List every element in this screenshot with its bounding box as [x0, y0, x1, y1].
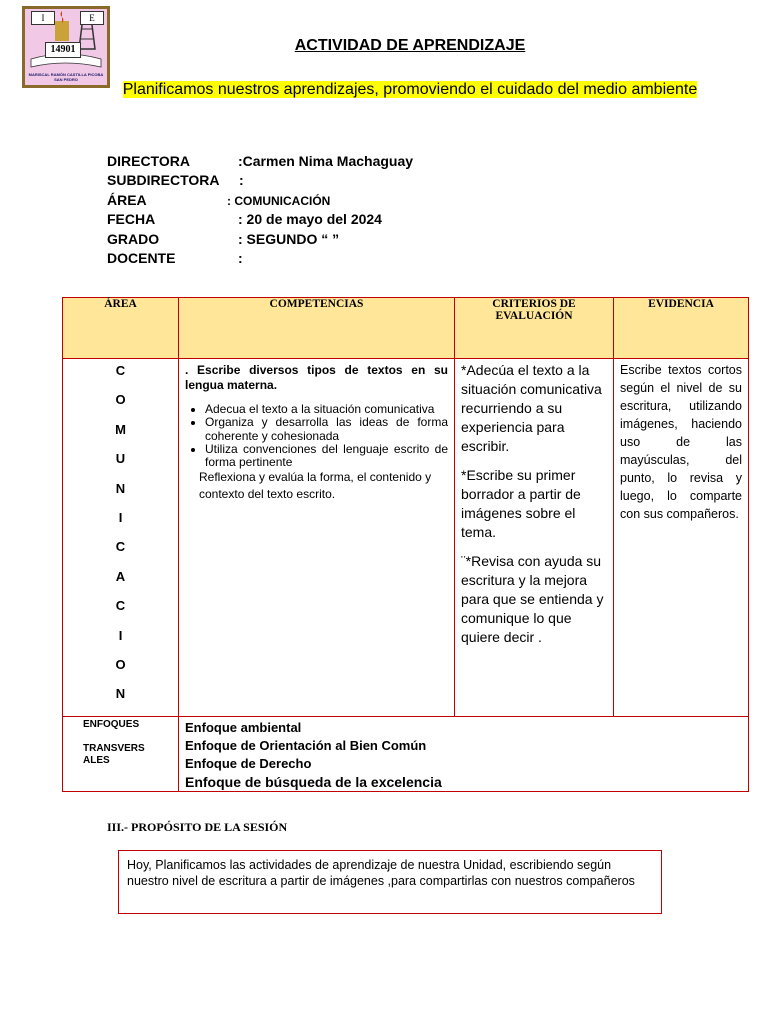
- info-value-area: : COMUNICACIÓN: [227, 193, 331, 208]
- list-item: Enfoque ambiental: [185, 719, 302, 735]
- purpose-box: Hoy, Planificamos las actividades de aprendizaje de nuestra Unidad, escribiendo según nuestro nivel de escritura a partir de imágenes ,para compartirlas con nuestros compañeros: [118, 850, 662, 914]
- logo-letter-left: I: [31, 11, 55, 25]
- info-key-area: ÁREA: [107, 191, 147, 208]
- header-area: ÁREA: [63, 298, 179, 359]
- list-item: • Adecua el texto a la situación comunicativa: [205, 403, 448, 416]
- logo-number: 14901: [45, 42, 81, 58]
- header-evidencia: EVIDENCIA: [614, 298, 749, 359]
- capacidades-list: [185, 403, 448, 469]
- reflexiona-text: Reflexiona y evalúa la forma, el contenido y contexto del texto escrito.: [199, 470, 432, 501]
- info-key-subdirectora: SUBDIRECTORA: [107, 172, 220, 189]
- list-item: • Utiliza convenciones del lenguaje escrito de forma pertinente: [205, 443, 448, 470]
- info-value-subdirectora: :: [239, 172, 244, 189]
- planning-table: [62, 297, 749, 792]
- area-vertical-label: C O M U N I C A C I O N: [63, 359, 179, 717]
- info-value-fecha: : 20 de mayo del 2024: [238, 211, 382, 228]
- logo-band-text: MARISCAL RAMÓN CASTILLA PICOBA SAN PEDRO: [28, 72, 104, 82]
- criterios-cell: [455, 359, 614, 717]
- table-row: [63, 359, 749, 717]
- enfoques-list: [179, 716, 749, 791]
- criterio-item: *Adecúa el texto a la situación comunicativa recurriendo a su experiencia para escribir.: [461, 362, 602, 454]
- section-title: III.- PROPÓSITO DE LA SESIÓN: [107, 820, 288, 834]
- enfoques-row: [63, 716, 749, 791]
- logo-letter-right: E: [80, 11, 104, 25]
- page-title: ACTIVIDAD DE APRENDIZAJE: [294, 37, 526, 54]
- list-item: Enfoque de búsqueda de la excelencia: [185, 773, 442, 790]
- info-key-grado: GRADO: [107, 230, 160, 247]
- header-competencias: COMPETENCIAS: [179, 298, 455, 359]
- table-header-row: [63, 298, 749, 359]
- info-value-grado: : SEGUNDO “ ”: [238, 230, 340, 247]
- enfoques-label: ENFOQUES TRANSVERSALES: [63, 716, 179, 791]
- criterio-item: *Escribe su primer borrador a partir de imágenes sobre el tema.: [461, 467, 581, 540]
- list-item: Enfoque de Derecho: [185, 755, 312, 771]
- criterio-item: ¨*Revisa con ayuda su escritura y la mejora para que se entienda y comunique lo que quiere decir .: [461, 553, 604, 645]
- info-value-docente: :: [238, 249, 243, 266]
- info-key-directora: DIRECTORA: [107, 153, 190, 169]
- evidencia-cell: Escribe textos cortos según el nivel de su escritura, utilizando imágenes, haciendo uso de las mayúsculas, del punto, lo revisa y luego, lo comparte con sus compañeros.: [614, 359, 749, 717]
- list-item: Enfoque de Orientación al Bien Común: [185, 737, 427, 753]
- info-key-docente: DOCENTE: [107, 249, 176, 266]
- header-criterios: CRITERIOS DE EVALUACIÓN: [455, 298, 614, 359]
- competencia-lead: . Escribe diversos tipos de textos en su lengua materna.: [185, 363, 448, 392]
- info-key-fecha: FECHA: [107, 211, 156, 228]
- page-subtitle: Planificamos nuestros aprendizajes, promoviendo el cuidado del medio ambiente: [122, 81, 698, 98]
- info-value-directora: :Carmen Nima Machaguay: [238, 153, 414, 169]
- competencias-cell: [179, 359, 455, 717]
- list-item: • Organiza y desarrolla las ideas de forma coherente y cohesionada: [205, 416, 448, 443]
